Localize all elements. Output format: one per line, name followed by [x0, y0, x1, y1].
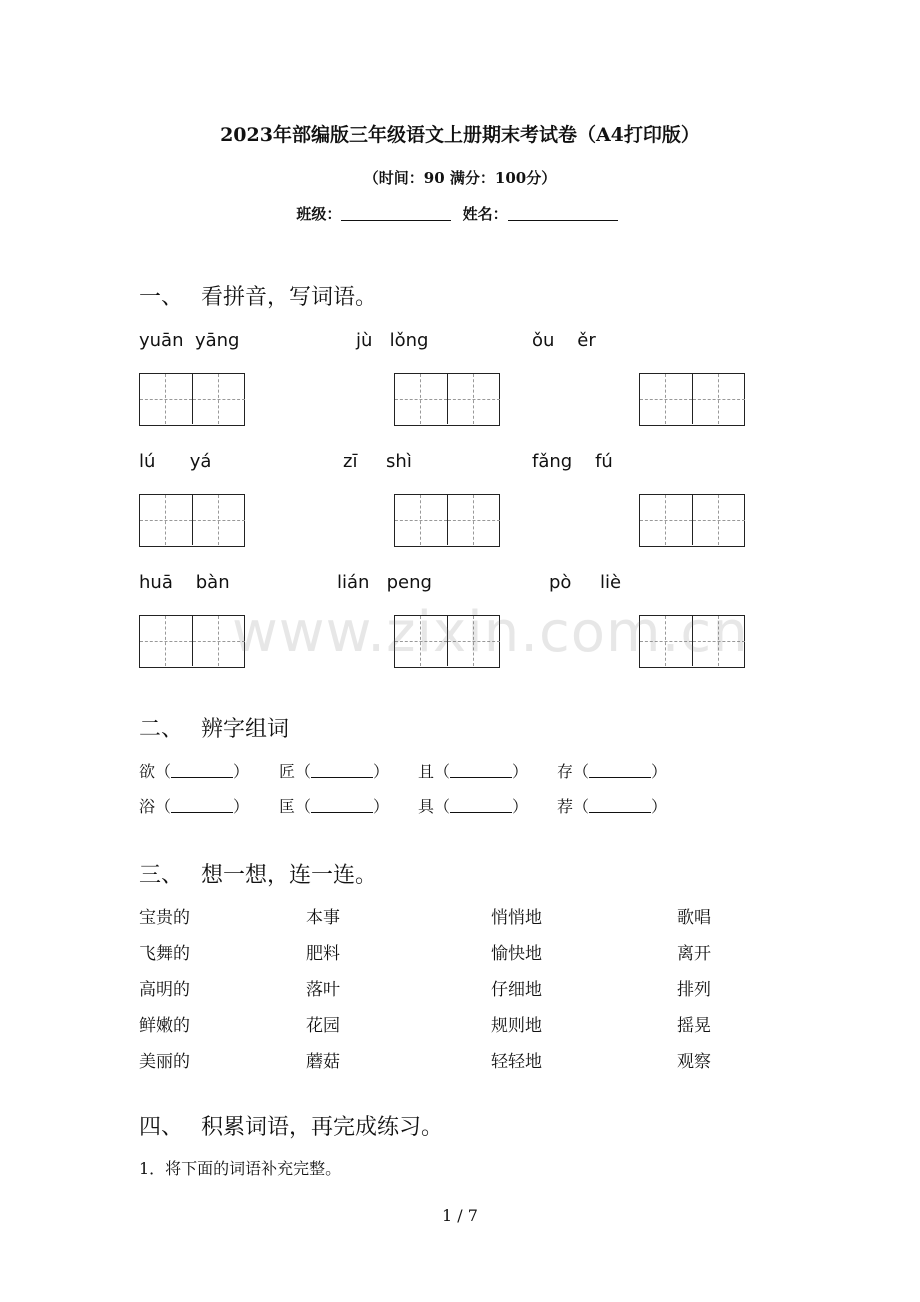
word-item — [557, 759, 667, 782]
page-number: 1 / 7 — [442, 1206, 478, 1225]
writing-cell[interactable] — [140, 616, 192, 666]
word-item — [557, 794, 667, 817]
writing-cell[interactable] — [140, 374, 192, 424]
match-word[interactable]: 观察 — [677, 1052, 711, 1072]
guide-line — [718, 495, 719, 545]
writing-cell[interactable] — [192, 495, 245, 545]
section3-title: 想一想，连一连。 — [201, 863, 378, 888]
close-paren: ） — [373, 797, 390, 816]
match-word[interactable]: 鲜嫩的 — [139, 1016, 190, 1036]
close-paren: ） — [512, 762, 529, 781]
word-char: 浴 — [139, 797, 156, 816]
writing-grid[interactable] — [639, 373, 745, 426]
match-word[interactable]: 轻轻地 — [491, 1052, 542, 1072]
open-paren: （ — [295, 797, 312, 816]
answer-blank[interactable] — [589, 800, 651, 813]
word-item — [139, 759, 249, 782]
name-label: 姓名： — [462, 205, 508, 223]
close-paren: ） — [233, 797, 250, 816]
open-paren: （ — [434, 797, 451, 816]
guide-line — [665, 495, 666, 545]
section2-heading — [139, 712, 289, 743]
writing-grid[interactable] — [394, 494, 500, 547]
guide-line — [473, 374, 474, 424]
guide-line — [473, 495, 474, 545]
open-paren: （ — [573, 762, 590, 781]
word-char: 匡 — [279, 797, 296, 816]
match-word[interactable]: 离开 — [677, 944, 711, 964]
word-item — [139, 794, 249, 817]
document-title: 2023年部编版三年级语文上册期末考试卷（A4打印版） — [220, 124, 700, 146]
close-paren: ） — [651, 762, 668, 781]
class-label: 班级： — [296, 205, 342, 223]
writing-grid[interactable] — [139, 615, 245, 668]
guide-line — [420, 495, 421, 545]
guide-line — [193, 399, 245, 400]
match-word[interactable]: 排列 — [677, 980, 711, 1000]
guide-line — [165, 616, 166, 666]
name-blank — [508, 206, 618, 221]
match-word[interactable]: 肥料 — [306, 944, 340, 964]
open-paren: （ — [573, 797, 590, 816]
class-blank — [341, 206, 451, 221]
close-paren: ） — [233, 762, 250, 781]
close-paren: ） — [512, 797, 529, 816]
writing-cell[interactable] — [447, 495, 500, 545]
answer-blank[interactable] — [311, 765, 373, 778]
pinyin-label: lú yá — [139, 451, 212, 472]
match-word[interactable]: 仔细地 — [491, 980, 542, 1000]
answer-blank[interactable] — [450, 800, 512, 813]
match-word[interactable]: 宝贵的 — [139, 908, 190, 928]
exam-info: （时间：90 满分：100分） — [363, 169, 557, 187]
guide-line — [420, 374, 421, 424]
word-char: 存 — [557, 762, 574, 781]
pinyin-label: fǎng fú — [532, 451, 613, 472]
open-paren: （ — [155, 762, 172, 781]
close-paren: ） — [651, 797, 668, 816]
writing-cell[interactable] — [447, 374, 500, 424]
match-word[interactable]: 高明的 — [139, 980, 190, 1000]
guide-line — [140, 520, 192, 521]
section1-number: 一、 — [139, 285, 184, 310]
question-1: 1．将下面的词语补充完整。 — [139, 1159, 342, 1178]
section4-heading — [139, 1110, 443, 1141]
guide-line — [140, 641, 192, 642]
writing-cell[interactable] — [640, 374, 692, 424]
pinyin-label: yuān yāng — [139, 330, 240, 351]
answer-blank[interactable] — [171, 765, 233, 778]
word-char: 且 — [418, 762, 435, 781]
close-paren: ） — [373, 762, 390, 781]
section1-heading — [139, 280, 377, 311]
match-word[interactable]: 蘑菇 — [306, 1052, 340, 1072]
match-word[interactable]: 美丽的 — [139, 1052, 190, 1072]
pinyin-label: ǒu ěr — [532, 330, 596, 351]
section1-title: 看拼音，写词语。 — [201, 285, 378, 310]
word-item — [279, 759, 389, 782]
writing-cell[interactable] — [395, 374, 447, 424]
section2-number: 二、 — [139, 717, 184, 742]
guide-line — [165, 374, 166, 424]
word-char: 具 — [418, 797, 435, 816]
section3-number: 三、 — [139, 863, 184, 888]
open-paren: （ — [155, 797, 172, 816]
word-item — [418, 759, 528, 782]
writing-cell[interactable] — [192, 374, 245, 424]
match-word[interactable]: 花园 — [306, 1016, 340, 1036]
writing-cell[interactable] — [395, 495, 447, 545]
open-paren: （ — [434, 762, 451, 781]
pinyin-label: jù lǒng — [356, 330, 429, 351]
guide-line — [665, 374, 666, 424]
section4-number: 四、 — [139, 1115, 184, 1140]
guide-line — [718, 374, 719, 424]
guide-line — [193, 520, 245, 521]
section4-title: 积累词语，再完成练习。 — [201, 1115, 444, 1140]
pinyin-label: lián peng — [337, 572, 432, 593]
guide-line — [693, 520, 745, 521]
writing-grid[interactable] — [639, 494, 745, 547]
guide-line — [218, 374, 219, 424]
guide-line — [640, 399, 692, 400]
guide-line — [448, 520, 500, 521]
writing-cell[interactable] — [140, 495, 192, 545]
student-info-line — [0, 203, 920, 224]
match-word[interactable]: 规则地 — [491, 1016, 542, 1036]
word-char: 欲 — [139, 762, 156, 781]
open-paren: （ — [295, 762, 312, 781]
guide-line — [140, 399, 192, 400]
guide-line — [165, 495, 166, 545]
match-word[interactable]: 飞舞的 — [139, 944, 190, 964]
watermark: www.zixin.com.cn — [232, 600, 749, 665]
word-item — [279, 794, 389, 817]
match-word[interactable]: 愉快地 — [491, 944, 542, 964]
writing-grid[interactable] — [139, 494, 245, 547]
answer-blank[interactable] — [589, 765, 651, 778]
guide-line — [395, 520, 447, 521]
pinyin-label: huā bàn — [139, 572, 230, 593]
section2-title: 辨字组词 — [201, 717, 290, 742]
guide-line — [218, 495, 219, 545]
match-word[interactable]: 摇晃 — [677, 1016, 711, 1036]
guide-line — [218, 616, 219, 666]
match-word[interactable]: 悄悄地 — [491, 908, 542, 928]
answer-blank[interactable] — [311, 800, 373, 813]
section3-heading — [139, 858, 377, 889]
word-char: 匠 — [279, 762, 296, 781]
writing-cell[interactable] — [640, 495, 692, 545]
match-word[interactable]: 本事 — [306, 908, 340, 928]
writing-grid[interactable] — [139, 373, 245, 426]
match-word[interactable]: 歌唱 — [677, 908, 711, 928]
pinyin-label: pò liè — [549, 572, 622, 593]
word-char: 荐 — [557, 797, 574, 816]
writing-cell[interactable] — [692, 495, 745, 545]
guide-line — [693, 399, 745, 400]
writing-cell[interactable] — [692, 374, 745, 424]
answer-blank[interactable] — [450, 765, 512, 778]
pinyin-label: zī shì — [343, 451, 412, 472]
writing-grid[interactable] — [394, 373, 500, 426]
answer-blank[interactable] — [171, 800, 233, 813]
match-word[interactable]: 落叶 — [306, 980, 340, 1000]
guide-line — [640, 520, 692, 521]
guide-line — [448, 399, 500, 400]
word-item — [418, 794, 528, 817]
guide-line — [395, 399, 447, 400]
